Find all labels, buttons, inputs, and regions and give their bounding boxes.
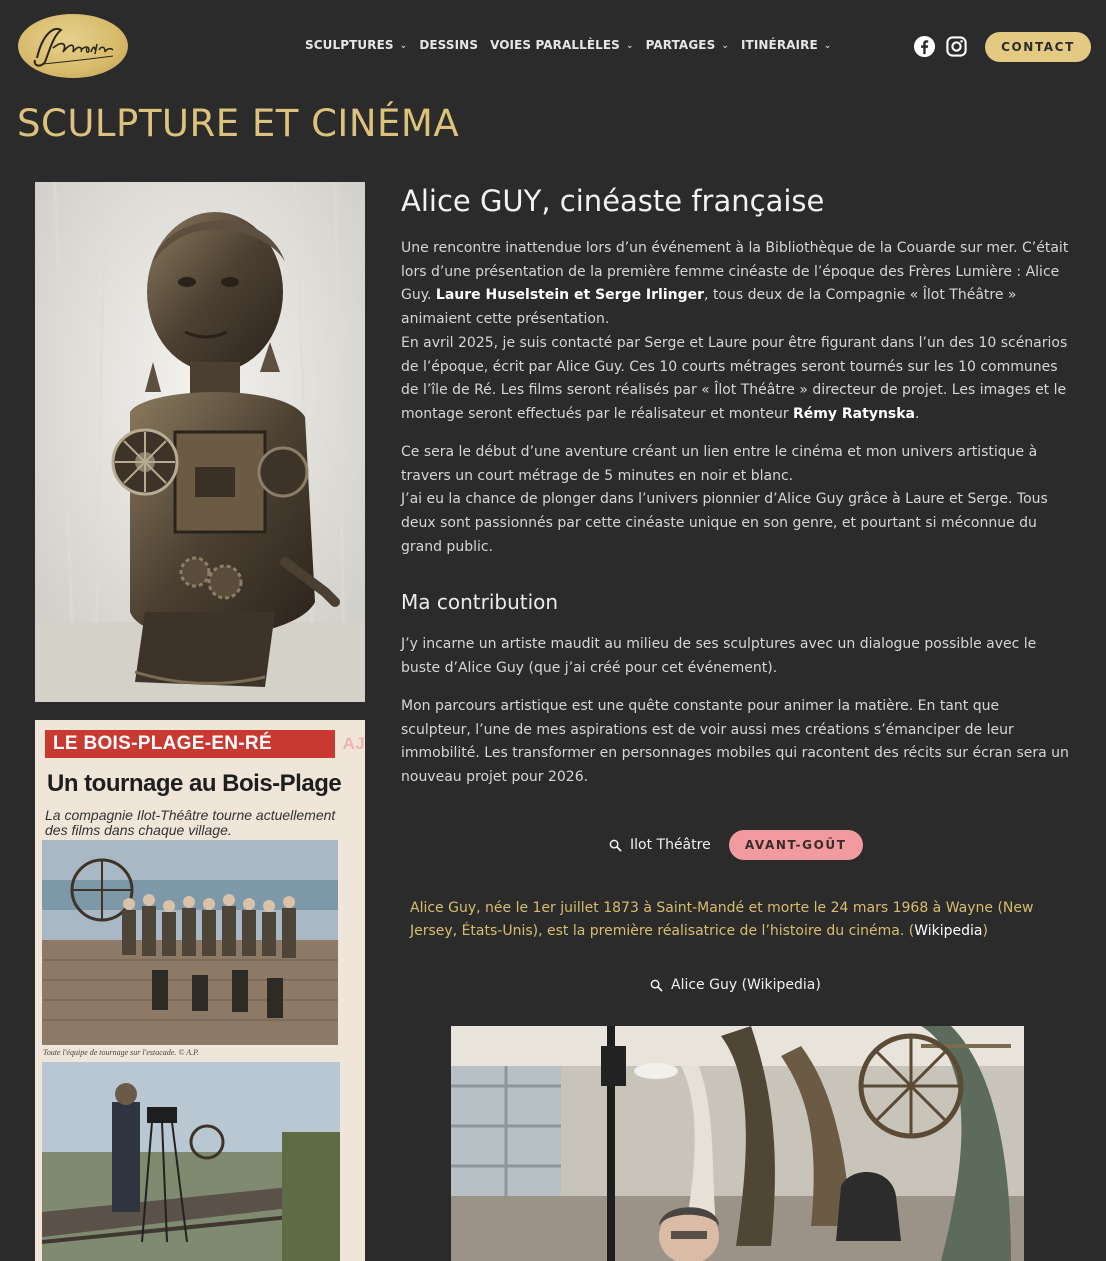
newspaper-heading-text: LE BOIS-PLAGE-EN-RÉ	[53, 733, 272, 754]
alice-guy-sculpture-image	[35, 182, 365, 702]
article-paragraph-4: Mon parcours artistique est une quête constante pour animer la matière. En tant que sculpteur, l’une de mes aspirations est de voir aussi mes créations s’émanciper de leur immobilité. Les transformer en personnages mobiles qui racontent des récits sur écran sera un nouveau projet pour 2026.	[401, 698, 1069, 786]
search-icon	[650, 979, 663, 992]
alice-guy-wikipedia-link[interactable]	[650, 977, 821, 993]
chevron-down-icon: ⌄	[823, 41, 832, 51]
studio-photo	[451, 1026, 1024, 1261]
newspaper-caption: Toute l'équipe de tournage sur l'estacade. © A.P.	[43, 1048, 200, 1057]
paragraph-text: , tous deux de la Compagnie « Îlot Théâtre » animaient cette présentation.	[401, 287, 1017, 328]
nav-item-voies-paralleles[interactable]	[490, 38, 634, 52]
nav-label: VOIES PARALLÈLES	[490, 38, 620, 52]
nav-label: SCULPTURES	[305, 38, 394, 52]
newspaper-heading-suffix: AJ	[342, 734, 365, 753]
site-header	[0, 0, 1106, 92]
ilot-theatre-label: Ilot Théâtre	[630, 837, 711, 853]
paragraph-text: Ce sera le début d’une aventure créant un lien entre le cinéma et mon univers artistique à travers un court métrage de 5 minutes en noir et blanc.	[401, 444, 1038, 484]
alice-guy-quote	[410, 897, 1050, 943]
article-paragraph-2	[401, 441, 1073, 560]
newspaper-group-photo	[42, 840, 338, 1045]
nav-item-partages[interactable]	[646, 38, 729, 52]
signature-logo-icon	[23, 18, 123, 74]
ilot-theatre-link[interactable]	[609, 837, 711, 853]
nav-label: DESSINS	[419, 38, 479, 52]
nav-item-itineraire[interactable]	[741, 38, 831, 52]
instagram-icon[interactable]	[945, 35, 968, 58]
nav-label: PARTAGES	[645, 38, 716, 52]
article-paragraph-3: J’y incarne un artiste maudit au milieu de ses sculptures avec un dialogue possible avec le buste d’Alice Guy (que j’ai créé pour cet événement).	[401, 636, 1037, 676]
facebook-icon[interactable]	[913, 35, 936, 58]
article-paragraph-1	[401, 237, 1073, 427]
alice-wiki-label: Alice Guy (Wikipedia)	[671, 977, 821, 993]
chevron-down-icon: ⌄	[625, 41, 634, 51]
site-logo[interactable]	[18, 14, 128, 78]
nav-label: ITINÉRAIRE	[740, 38, 818, 52]
avant-gout-button[interactable]: AVANT-GOÛT	[729, 830, 863, 860]
newspaper-title: Un tournage au Bois-Plage	[47, 770, 342, 797]
quote-text-end: )	[982, 923, 988, 939]
newspaper-heading	[45, 730, 365, 758]
paragraph-text: Une rencontre inattendue lors d’un événement à la Bibliothèque de la Couarde sur mer. C’était lors d’une présentation de la première femme cinéaste de l’époque des Frères Lumière : Alice Guy.	[401, 240, 1069, 304]
main-nav	[305, 38, 843, 52]
links-row	[609, 830, 863, 860]
social-links	[913, 35, 968, 58]
wikipedia-inline-link[interactable]: Wikipedia	[914, 923, 983, 939]
contribution-heading: Ma contribution	[401, 590, 559, 614]
paragraph-text: En avril 2025, je suis contacté par Serge et Laure pour être figurant dans l’un des 10 scénarios de l’époque, écrit par Alice Guy. Ces 10 courts métrages seront tournés sur les 10 communes de l’île de Ré. Les films seront réalisés par « Îlot Théâtre » directeur de projet. Les images et le montage seront effectués par le réalisateur et monteur	[401, 334, 1068, 422]
article-heading: Alice GUY, cinéaste française	[401, 184, 825, 218]
newspaper-filming-photo	[42, 1062, 340, 1261]
bold-names: Laure Huselstein et Serge Irlinger	[435, 287, 705, 304]
chevron-down-icon: ⌄	[721, 41, 729, 51]
bold-name: Rémy Ratynska	[793, 405, 915, 422]
paragraph-text: J’ai eu la chance de plonger dans l’univers pionnier d’Alice Guy grâce à Laure et Serge. Tous deux sont passionnés par cette cinéaste unique en son genre, et pourtant si méconnue du grand public.	[401, 491, 1048, 555]
nav-item-dessins[interactable]	[419, 38, 478, 52]
paragraph-text: .	[915, 405, 920, 422]
contact-button[interactable]: CONTACT	[985, 32, 1091, 62]
newspaper-subtitle: La compagnie Ilot-Théâtre tourne actuellement des films dans chaque village.	[45, 807, 336, 838]
nav-item-sculptures[interactable]	[305, 38, 407, 52]
newspaper-clipping-image	[35, 720, 365, 1261]
page-title: SCULPTURE ET CINÉMA	[17, 102, 460, 145]
chevron-down-icon: ⌄	[399, 41, 408, 51]
search-icon	[609, 839, 622, 852]
quote-text: Alice Guy, née le 1er juillet 1873 à Saint-Mandé et morte le 24 mars 1968 à Wayne (New Jersey, États-Unis), est la première réalisatrice de l’histoire du cinéma. (	[410, 900, 1034, 939]
